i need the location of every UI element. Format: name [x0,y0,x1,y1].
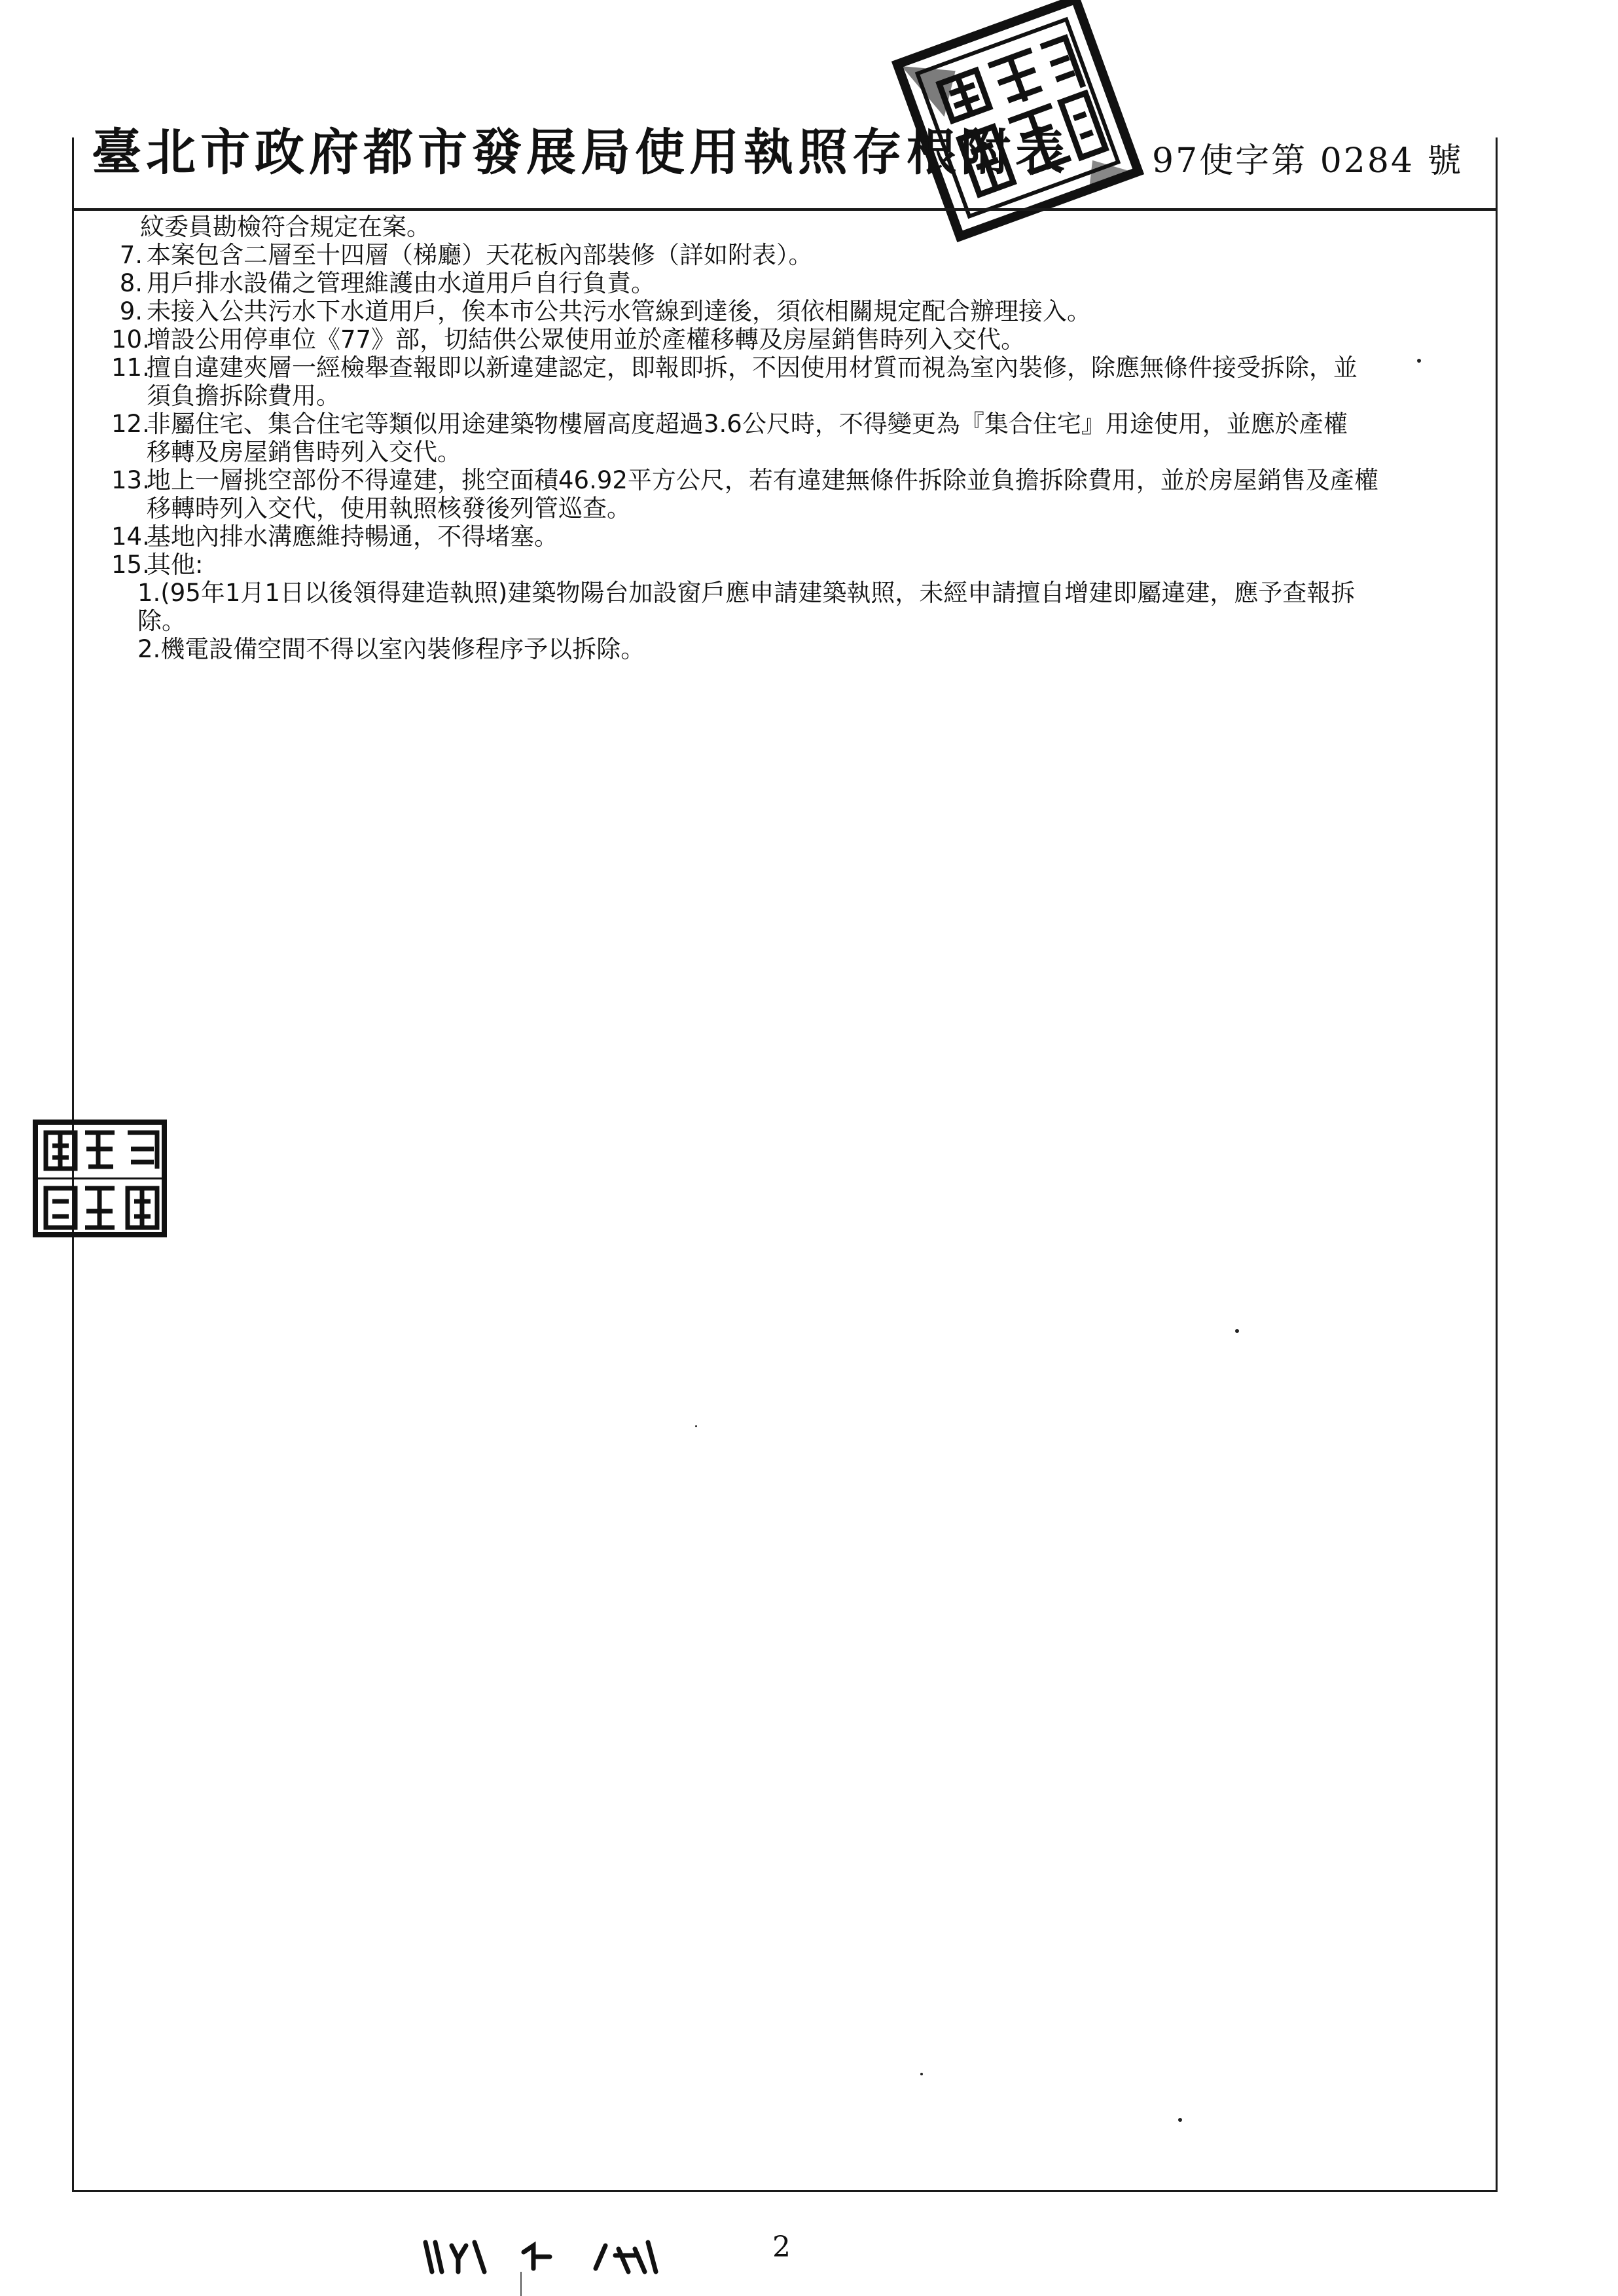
item-text-continued: 移轉及房屋銷售時列入交代。 [147,438,461,466]
scan-speck [920,2073,923,2075]
condition-item-13-cont [111,494,1512,522]
sub-item-1: 1.(95年1月1日以後領得建造執照)建築物陽台加設窗戶應申請建築執照，未經申請擅自增建即屬違建，應予查報拆 [137,579,1356,607]
item-number: 10. [111,325,150,354]
item-text-continued: 移轉時列入交代，使用執照核發後列管巡查。 [147,494,631,522]
condition-item-15 [111,551,1512,579]
item-text-continued: 須負擔拆除費用。 [147,382,340,410]
item-text: 擅自違建夾層一經檢舉查報即以新違建認定，即報即拆，不因使用材質而視為室內裝修，除應無條件接受拆除，並 [147,354,1357,382]
item-number: 15. [111,551,150,579]
official-seal-left [33,1120,167,1237]
condition-item-11 [111,354,1512,382]
condition-item-7 [111,241,1512,269]
item-number: 13. [111,466,150,494]
condition-item-11-cont [111,382,1512,410]
condition-item-14 [111,522,1512,551]
item-number: 14. [111,522,150,551]
condition-item-10 [111,325,1512,354]
item-text: 非屬住宅、集合住宅等類似用途建築物樓層高度超過3.6公尺時，不得變更為『集合住宅』用途使用，並應於產權 [147,410,1348,438]
item-text: 未接入公共污水下水道用戶，俟本市公共污水管線到達後，須依相關規定配合辦理接入。 [147,297,1091,325]
condition-item-8 [111,269,1512,297]
sub-item-1-cont: 除。 [137,607,186,635]
item-text: 用戶排水設備之管理維護由水道用戶自行負責。 [147,269,655,297]
item-number: 9. [119,297,143,325]
condition-item-12-cont [111,438,1512,466]
scan-speck [1178,2118,1182,2122]
item-number: 12. [111,410,150,438]
scan-speck [1417,359,1421,363]
condition-item-9 [111,297,1512,325]
margin-tick [520,2272,522,2296]
item-text: 其他: [147,551,204,579]
condition-item-13 [111,466,1512,494]
item-number: 7. [119,241,143,269]
conditions-list [111,213,1512,663]
item-text: 增設公用停車位《77》部，切結供公眾使用並於產權移轉及房屋銷售時列入交代。 [147,325,1026,354]
scan-speck [695,1425,697,1427]
item-text: 地上一層挑空部份不得違建，挑空面積46.92平方公尺，若有違建無條件拆除並負擔拆除費用，並於房屋銷售及產權 [147,466,1378,494]
item-number: 8. [119,269,143,297]
sub-item-2: 2.機電設備空間不得以室內裝修程序予以拆除。 [137,635,645,663]
document-title: 臺北市政府都市發展局使用執照存根附表 [92,123,1070,181]
handwritten-mark [419,2236,668,2275]
condition-item-12 [111,410,1512,438]
item-text: 本案包含二層至十四層（梯廳）天花板內部裝修（詳如附表）。 [147,241,813,269]
item-number: 11. [111,354,150,382]
condition-continuation-line: 紋委員勘檢符合規定在案。 [140,213,431,241]
page-number: 2 [772,2231,791,2264]
item-text: 基地內排水溝應維持暢通，不得堵塞。 [147,522,558,551]
permit-number: 97使字第 0284 號 [1152,141,1464,181]
scan-speck [1235,1329,1239,1333]
